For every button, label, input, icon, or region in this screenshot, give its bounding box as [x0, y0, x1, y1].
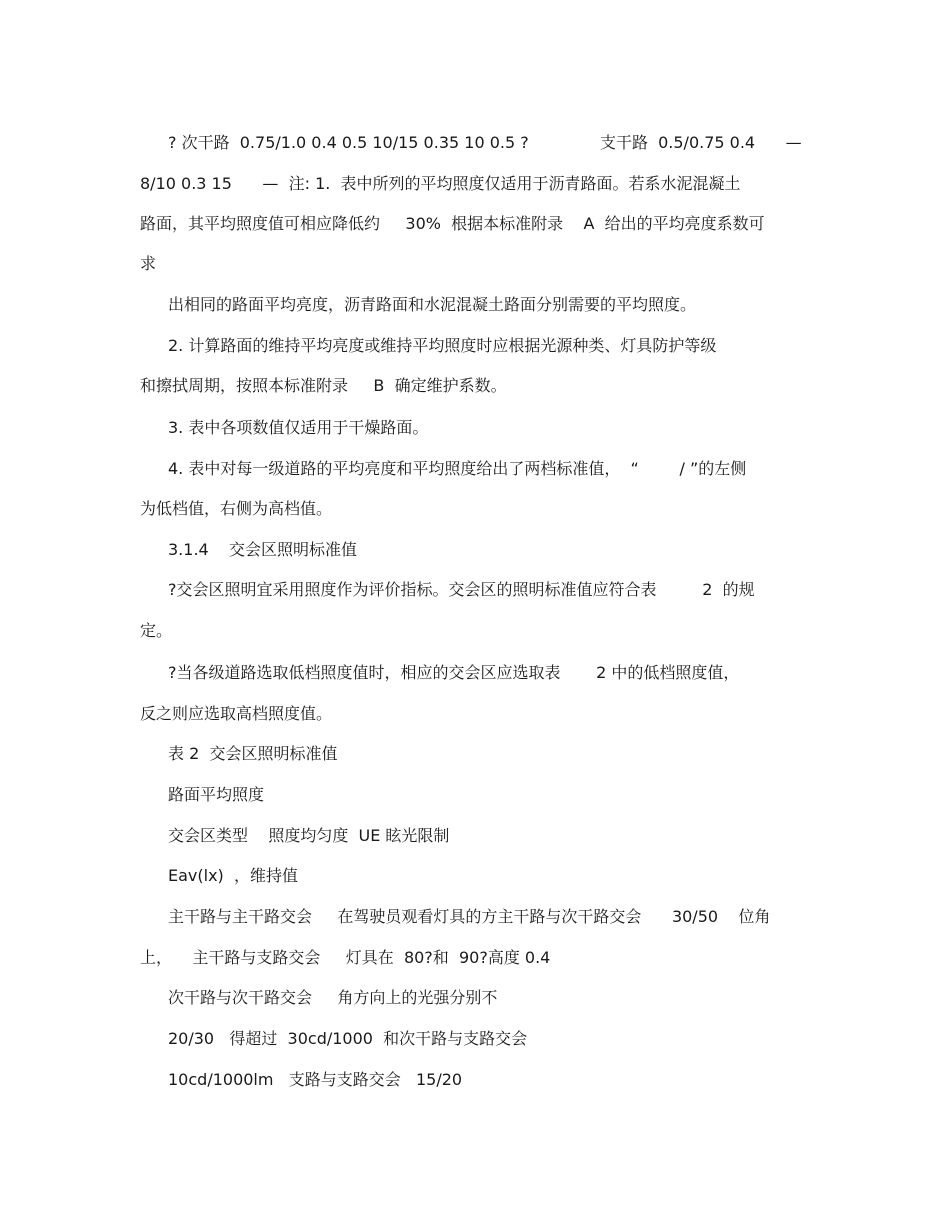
table-text-3: Eav(lx) ，维持值: [168, 866, 298, 885]
text-line-2: 8/10 0.3 15 — 注: 1. 表中所列的平均照度仅适用于沥青路面。若系水泥混凝土: [140, 174, 741, 193]
table-text-6: 次干路与次干路交会 角方向上的光强分别不: [168, 988, 498, 1007]
text-line-9: 4. 表中对每一级道路的平均亮度和平均照度给出了两档标准值， “ / ”的左侧: [168, 459, 747, 478]
section-heading: 3.1.4 交会区照明标准值: [168, 540, 358, 559]
text-line-7: 和擦拭周期，按照本标准附录 B 确定维护系数。: [140, 376, 507, 395]
table-text-7: 20/30 得超过 30cd/1000 和次干路与支路交会: [168, 1029, 528, 1048]
table-caption: 表 2 交会区照明标准值: [168, 744, 338, 763]
table-text-5: 上， 主干路与支路交会 灯具在 80?和 90?高度 0.4: [140, 948, 551, 967]
text-line-12: ?交会区照明宜采用照度作为评价指标。交会区的照明标准值应符合表 2 的规: [168, 580, 755, 599]
text-line-13: 定。: [140, 621, 173, 640]
text-line-5: 出相同的路面平均亮度，沥青路面和水泥混凝土路面分别需要的平均照度。: [168, 295, 697, 314]
table-text-4: 主干路与主干路交会 在驾驶员观看灯具的方主干路与次干路交会 30/50 位角: [168, 907, 771, 926]
text-line-4: 求: [140, 254, 157, 273]
text-line-1: ? 次干路 0.75/1.0 0.4 0.5 10/15 0.35 10 0.5 ? 支干路 0.5/0.75 0.4 —: [168, 133, 802, 152]
text-line-15: 反之则应选取高档照度值。: [140, 704, 333, 723]
table-text-8: 10cd/1000lm 支路与支路交会 15/20: [168, 1070, 463, 1089]
text-line-8: 3. 表中各项数值仅适用于干燥路面。: [168, 418, 429, 437]
table-text-2: 交会区类型 照度均匀度 UE 眩光限制: [168, 826, 450, 845]
text-line-3: 路面，其平均照度值可相应降低约 30% 根据本标准附录 A 给出的平均亮度系数可: [140, 214, 765, 233]
text-line-6: 2. 计算路面的维持平均亮度或维持平均照度时应根据光源种类、灯具防护等级: [168, 336, 717, 355]
table-text-1: 路面平均照度: [168, 785, 265, 804]
text-line-10: 为低档值，右侧为高档值。: [140, 499, 333, 518]
text-line-14: ?当各级道路选取低档照度值时，相应的交会区应选取表 2 中的低档照度值，: [168, 663, 740, 682]
